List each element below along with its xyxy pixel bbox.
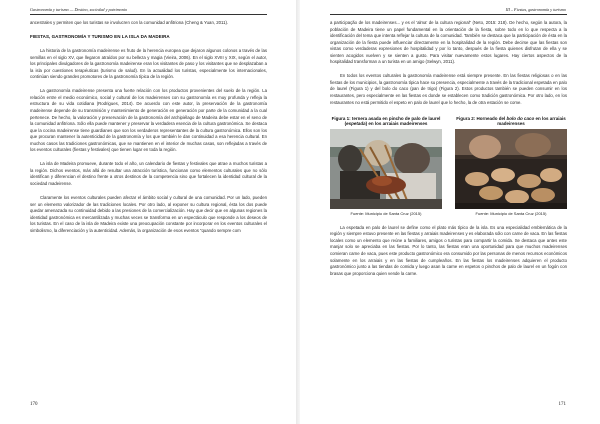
paragraph-gap bbox=[30, 81, 267, 89]
right-bottom-text bbox=[330, 225, 567, 277]
body-paragraph: Claramente los eventos culturales pueden afectar el ámbito social y cultural de una comunidad. Por un lado, pueden ser un elemento valorizador de las tradiciones locales. Por otro lado, al exponer su cultura regional, ésta los dos puede quedar amenazada su continuidad debido a las presiones de la comercialización. Hay que decir que en algunas regiones la identidad gastronómica es mercantilizada y muchas veces se transforma en un espectáculo que responde a los deseos de los turistas. En el caso de la isla de Madeira existe una preocupación constante por incorporar en los eventos culturales el simbolismo, la diferenciación y la autenticidad. Además, la organización de esos eventos “quando sempre com bbox=[30, 194, 267, 233]
right-page-number: 171 bbox=[558, 402, 566, 407]
body-paragraph: La espetada en palo de laurel se define como el plato más típico de la isla. Es una especialidad emblemática de la región y siempre estuvo presente en las fiestas y arraiais madeirenses y es elaborada sólo con carne de vaca. En las fiestas locales como un elemento que reúne a familiares, amigos o turistas para compartir la comida. Se destaca que antes este manjar solo se apreciaba en las fiestas. Por lo tanto, las fiestas eran una oportunidad para que muchos madeirenses comieran carne de vaca, pues este producto gastronómico era consumido por las personas de menos recursos económicos solamente en los arraiais y en las fiestas de cumpleaños. En las fiestas los madeirenses adquieren el producto gastronómico junto a las tiendas de comida y luego asan la carne en espetos o pinchos de palo de laurel en un fogón con brasas que proporciona quien vende la carne. bbox=[330, 224, 567, 276]
paragraph-gap bbox=[30, 27, 267, 35]
figure-1-photo-espetada bbox=[330, 129, 442, 209]
paragraph-gap bbox=[30, 154, 267, 162]
left-page bbox=[0, 0, 297, 424]
right-header-rule bbox=[330, 14, 567, 15]
body-paragraph: La historia de la gastronomía madeirense es fruto de la herencia europea que dejaron algunos colonos a través de las semillas en el siglo XV, que llegaron atraídos por su belleza y magia (Vieira, 2006). En el siglo XVIII y XIX, según el autor, los principales divulgadores de la gastronomía madeirense eran los visitantes de paso y los visitantes que se desplazaban a la isla por cuestiones terapéuticas (turismo de salud). En la actualidad los turistas, especialmente los internacionales, continúan siendo grandes promotores de la gastronomía típica de la región. bbox=[30, 48, 267, 80]
left-running-header: Gastronomía y turismo — Destino, sociedad y patrimonio bbox=[30, 7, 128, 12]
right-body-text bbox=[330, 20, 567, 277]
body-paragraph: La isla de Madeira promueve, durante todo el año, un calendario de fiestas y festivales que atrae a muchos turistas a la región. Dichos eventos, más allá de resultar una atracción turística, funcionan como elementos culturales que no sólo identifican y diferencian el destino frente a otros destinos de la competencia sino que fortalecen la identidad cultural de la sociedad madeirense. bbox=[30, 161, 267, 186]
figure-1-source: Fuente: Municipio de Santa Cruz (2015) bbox=[350, 210, 422, 216]
figure-2-photo-bolo-do-caco bbox=[455, 129, 567, 209]
figures-row bbox=[330, 116, 567, 218]
paragraph-gap bbox=[30, 187, 267, 195]
figure-1-caption: Figura 1: ternera asada en pincho de palo de laurel (espetada) en los arraiais madeirenses bbox=[331, 115, 441, 127]
left-body-text bbox=[30, 20, 267, 234]
right-running-header: III – Fiestas, gastronomía y turismo bbox=[505, 7, 566, 12]
figure-2-caption: Figura 2: Horneado del bolo do caco en los arraiais madeirenses bbox=[456, 115, 566, 127]
body-paragraph: La gastronomía madeirense presenta una fuerte relación con los productos provenientes del suelo de la región. La relación entre el medio económico, social y cultural de los madeirenses con su gastronomía es muy profunda y refleja la estructura de su vida cotidiana (Rodrigues, 2014). De acuerdo con este autor, la preservación de la gastronomía madeirense depende de su transmisión y mantenimiento de generación en generación por parte de la comunidad a la cual pertenece. De hecho, la valoración y preservación de la gastronomía del archipiélago de Madeira debe estar en el seno de la comunidad anfitriona. Sólo ella puede mantener y preservar la verdadera esencia de la cultura gastronómica. Se destaca que la cocina madeirense tiene guardianes que son los verdaderos representantes de la cultura gastronómica. Ellos son los que procuran mantener la autenticidad de la gastronomía y los que también le dan continuidad a esa herencia cultural. En muchos casos las tradiciones gastronómicas, que se mantienen en el interior de muchas casas, son reflejadas a través de los eventos culturales (fiestas y festivales) que tienen lugar en toda la región. bbox=[30, 88, 267, 153]
right-page bbox=[300, 0, 596, 424]
body-paragraph: a participação de los madeirenses... y es el ‘alma’ de la cultura regional” (Neto, 2015: 218). De hecho, según la autora, la población de Madeira tiene un papel fundamental en la orientación de la fiesta, sobre todo en lo que respecta a la identificación del tema que intenta reflejar la cultura de la comunidad. También se destaca que la participación de ésta en la organización de la fiesta puede influenciar directamente en la hospitalidad de la región. Debe decirse que las fiestas son vistas como verdaderas expresiones de hospitalidad y por lo tanto, después de la fiesta quienes disfrutan de ella y se sienten acogidos vuelven y se sienten a gusto. Para visitar nuevamente estos lugares. Hay ciertos aspectos de la hospitalidad transforman a un turista en un amigo (Selwyn, 2011). bbox=[330, 20, 567, 65]
paragraph-gap bbox=[30, 41, 267, 49]
left-header-rule bbox=[30, 14, 267, 15]
figure-2-source: Fuente: Municipio de Santa Cruz (2015) bbox=[475, 210, 547, 216]
section-heading: FIESTAS, GASTRONOMÍA Y TURISMO EN LA ISLA DA MADEIRA bbox=[30, 34, 170, 40]
body-paragraph: En todos los eventos culturales la gastronomía madeirense está siempre presente. En las fiestas religiosas o en las fiestas de los municipios, la gastronomía típica hace su presencia, especialmente a través de la tradicional espetada en palo de laurel (Figura 1) y del bolo do caco (pan de trigo) (Figura 2). Estos productos también se pueden consumir en los restaurantes, pero especialmente en las fiestas es donde se establecen como tradición gastronómica. Por otro lado, en los restaurantes no está permitido el espeto en palo de laurel que lo hecho, la de otra estación se come. bbox=[330, 73, 567, 105]
figure-1 bbox=[330, 116, 442, 218]
paragraph-gap bbox=[330, 66, 567, 74]
figure-2 bbox=[455, 116, 567, 218]
right-top-text bbox=[330, 20, 567, 106]
left-page-number: 170 bbox=[30, 402, 38, 407]
body-paragraph: ancestrales y permiten que los turistas se involucren con la comunidad anfitriona (Cheng & Yuan, 2011). bbox=[30, 20, 229, 25]
